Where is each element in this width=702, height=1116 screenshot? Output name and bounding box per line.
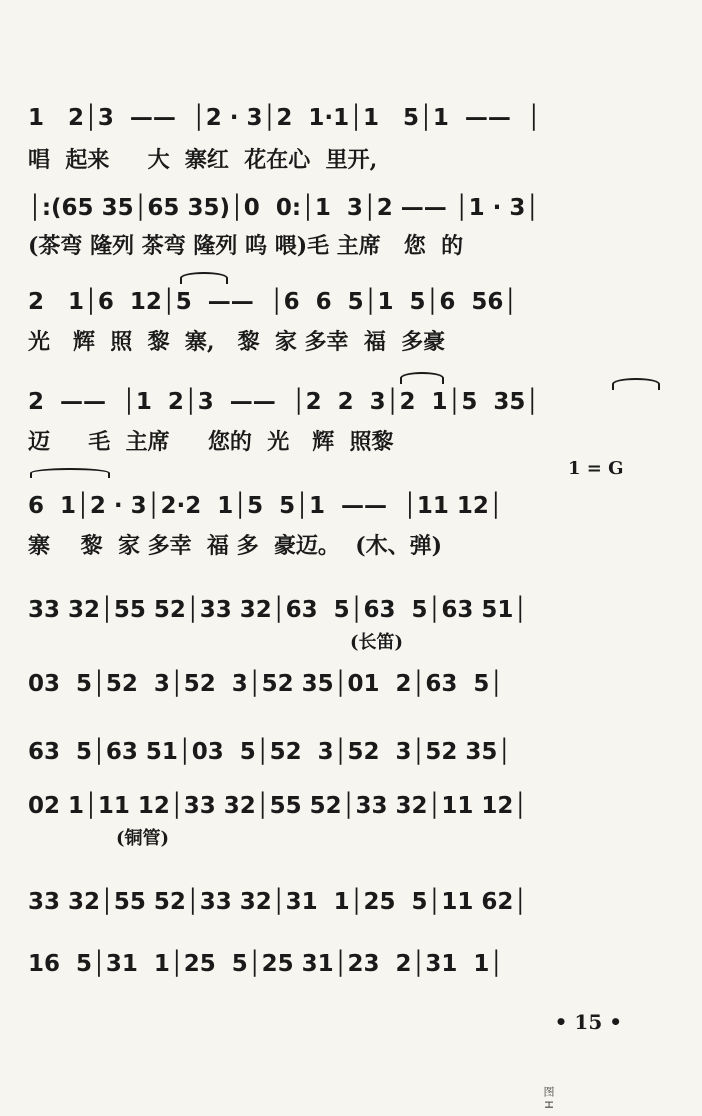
side-mark: 图 H [542, 1086, 555, 1109]
notation-line [28, 98, 676, 138]
notation-line [28, 732, 676, 772]
notation-text: 2 —— │1 2│3 —— │2 2 3│2 1│5 35│ [28, 389, 540, 415]
lyrics-line: 迈 毛 主席 您的 光 辉 照黎 [28, 429, 394, 455]
slur-mark [30, 468, 110, 478]
lyrics-line: (茶弯 隆列 茶弯 隆列 呜 喂)毛 主席 您 的 [28, 233, 464, 259]
changdi-label: (长笛) [350, 632, 404, 653]
notation-line [28, 882, 676, 922]
notation-line [28, 382, 676, 422]
notation-text: 2 1│6 12│5 —— │6 6 5│1 5│6 56│ [28, 289, 518, 315]
notation-text: 33 32│55 52│33 32│63 5│63 5│63 51│ [28, 597, 528, 623]
notation-line [28, 282, 676, 322]
lyrics-line: 寨 黎 家 多幸 福 多 豪迈。 (木、弹) [28, 533, 443, 559]
slur-mark [400, 372, 444, 384]
notation-text: 6 1│2 · 3│2·2 1│5 5│1 —— │11 12│ [28, 493, 503, 519]
lyrics-line: 唱 起来 大 寨红 花在心 里开, [28, 147, 378, 173]
notation-line [28, 664, 676, 704]
notation-line [28, 590, 676, 630]
notation-line [28, 944, 676, 984]
notation-line [28, 486, 676, 526]
key-change-label: 1 = G [568, 458, 624, 479]
lyrics-line: 光 辉 照 黎 寨, 黎 家 多幸 福 多豪 [28, 329, 446, 355]
notation-text: 02 1│11 12│33 32│55 52│33 32│11 12│ [28, 793, 528, 819]
page-number: • 15 • [554, 1010, 622, 1034]
notation-line [28, 188, 676, 228]
notation-text: │:(65 35│65 35)│0 0:│1 3│2 —— │1 · 3│ [28, 195, 540, 221]
notation-line [28, 786, 676, 826]
tongguan-label: (铜管) [116, 828, 170, 849]
notation-text: 03 5│52 3│52 3│52 35│01 2│63 5│ [28, 671, 504, 697]
slur-mark [612, 378, 660, 390]
notation-text: 33 32│55 52│33 32│31 1│25 5│11 62│ [28, 889, 528, 915]
notation-text: 1 2│3 —— │2 · 3│2 1·1│1 5│1 —— │ [28, 105, 541, 131]
notation-text: 63 5│63 51│03 5│52 3│52 3│52 35│ [28, 739, 512, 765]
notation-text: 16 5│31 1│25 5│25 31│23 2│31 1│ [28, 951, 504, 977]
slur-mark [180, 272, 228, 284]
